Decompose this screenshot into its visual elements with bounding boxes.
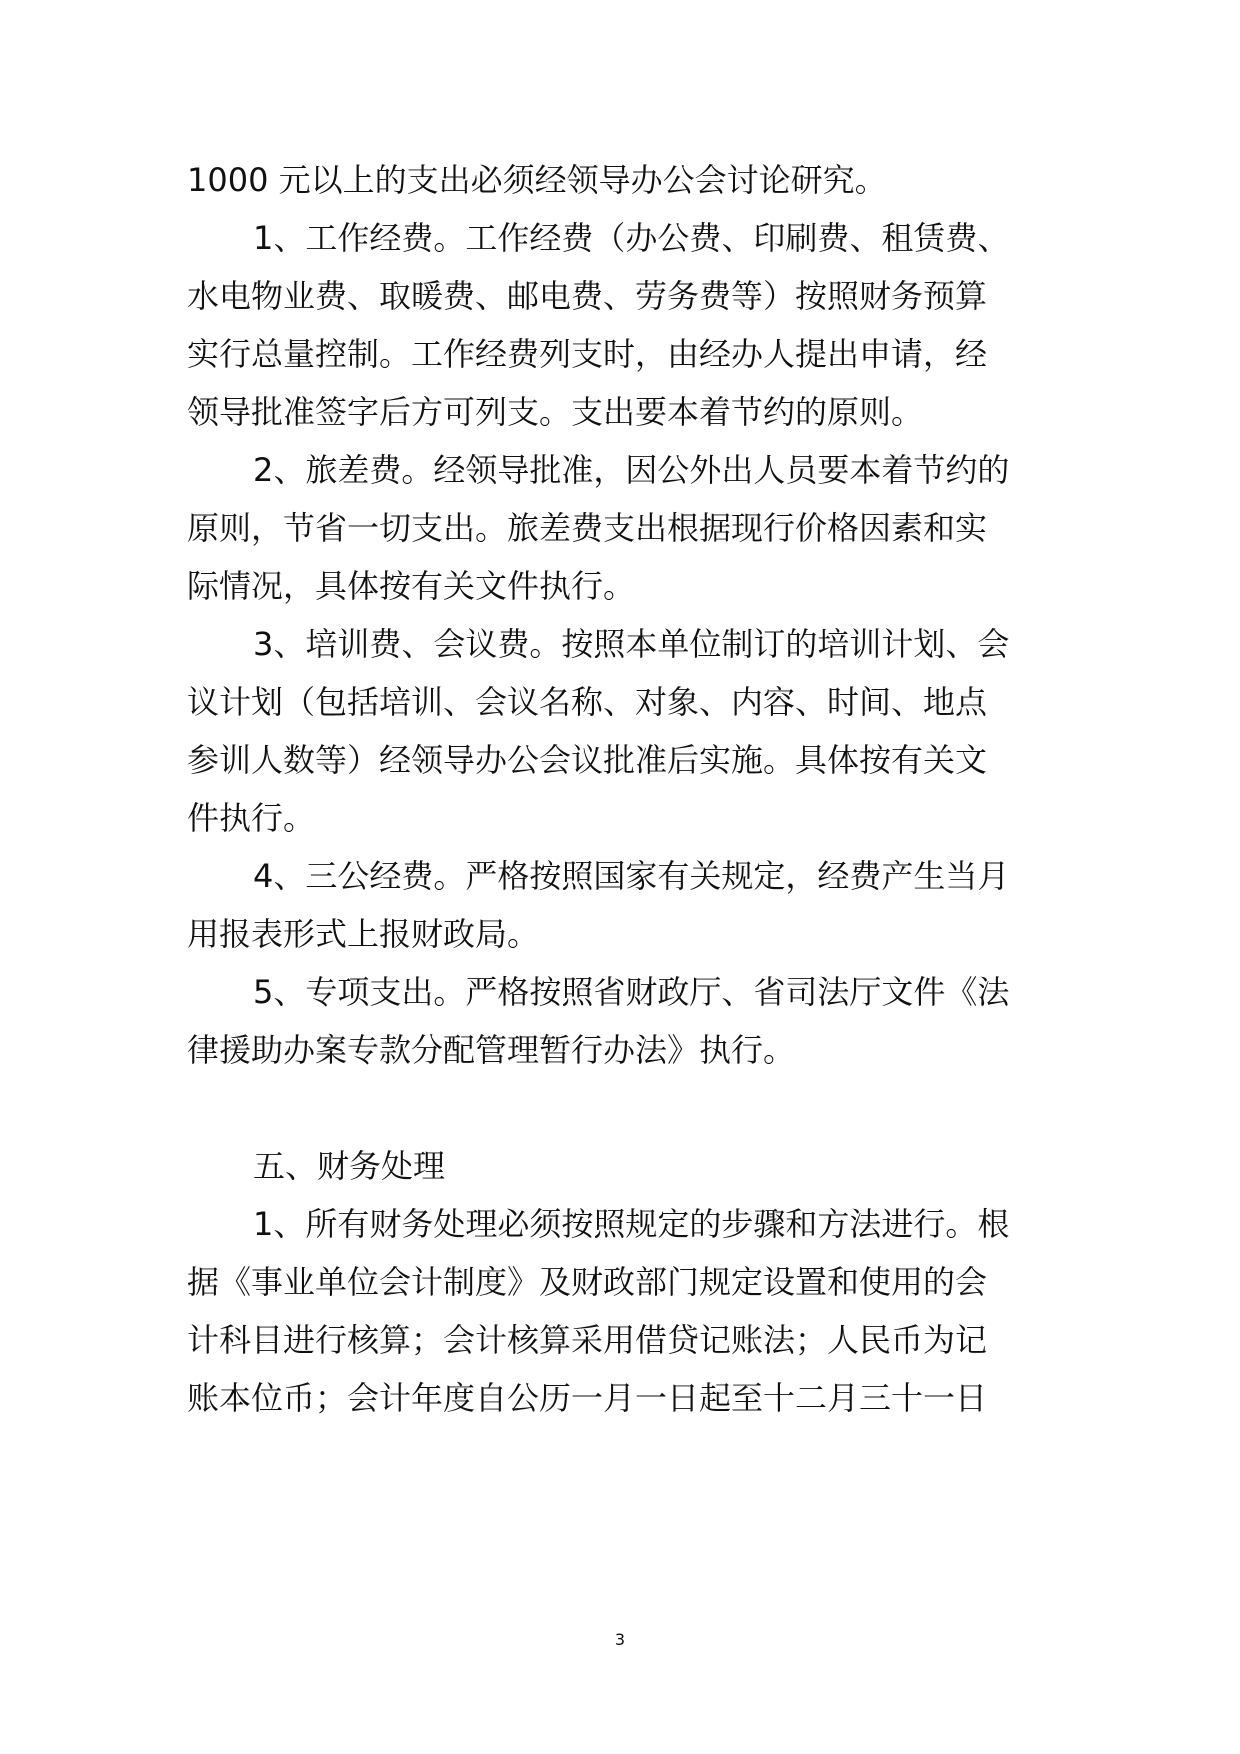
paragraph-line: 3、培训费、会议费。按照本单位制订的培训计划、会 (253, 625, 1010, 663)
text-line: 议计划（包括培训、会议名称、对象、内容、时间、地点 (187, 683, 988, 721)
paragraph-line: 1、工作经费。工作经费（办公费、印刷费、租赁费、 (253, 219, 1010, 257)
text-line: 计科目进行核算；会计核算采用借贷记账法；人民币为记 (187, 1321, 988, 1359)
paragraph-line: 4、三公经费。严格按照国家有关规定，经费产生当月 (253, 857, 1010, 895)
text-line: 律援助办案专款分配管理暂行办法》执行。 (187, 1031, 796, 1069)
text-line: 用报表形式上报财政局。 (187, 915, 540, 953)
text-line: 领导批准签字后方可列支。支出要本着节约的原则。 (187, 393, 924, 431)
text-line: 参训人数等）经领导办公会议批准后实施。具体按有关文 (187, 741, 988, 779)
text-line: 1000 元以上的支出必须经领导办公会讨论研究。 (187, 161, 887, 199)
text-line: 件执行。 (187, 799, 316, 837)
text-line: 际情况，具体按有关文件执行。 (187, 567, 636, 605)
paragraph-line: 5、专项支出。严格按照省财政厅、省司法厅文件《法 (253, 973, 1010, 1011)
text-line: 实行总量控制。工作经费列支时，由经办人提出申请，经 (187, 335, 988, 373)
text-line: 水电物业费、取暖费、邮电费、劳务费等）按照财务预算 (187, 277, 988, 315)
text-line: 账本位币；会计年度自公历一月一日起至十二月三十一日 (187, 1379, 988, 1417)
section-heading: 五、财务处理 (253, 1147, 446, 1185)
text-line: 原则，节省一切支出。旅差费支出根据现行价格因素和实 (187, 509, 988, 547)
text-line: 据《事业单位会计制度》及财政部门规定设置和使用的会 (187, 1263, 988, 1301)
page-number: 3 (614, 1630, 626, 1649)
paragraph-line: 1、所有财务处理必须按照规定的步骤和方法进行。根 (253, 1205, 1010, 1243)
paragraph-line: 2、旅差费。经领导批准，因公外出人员要本着节约的 (253, 451, 1010, 489)
